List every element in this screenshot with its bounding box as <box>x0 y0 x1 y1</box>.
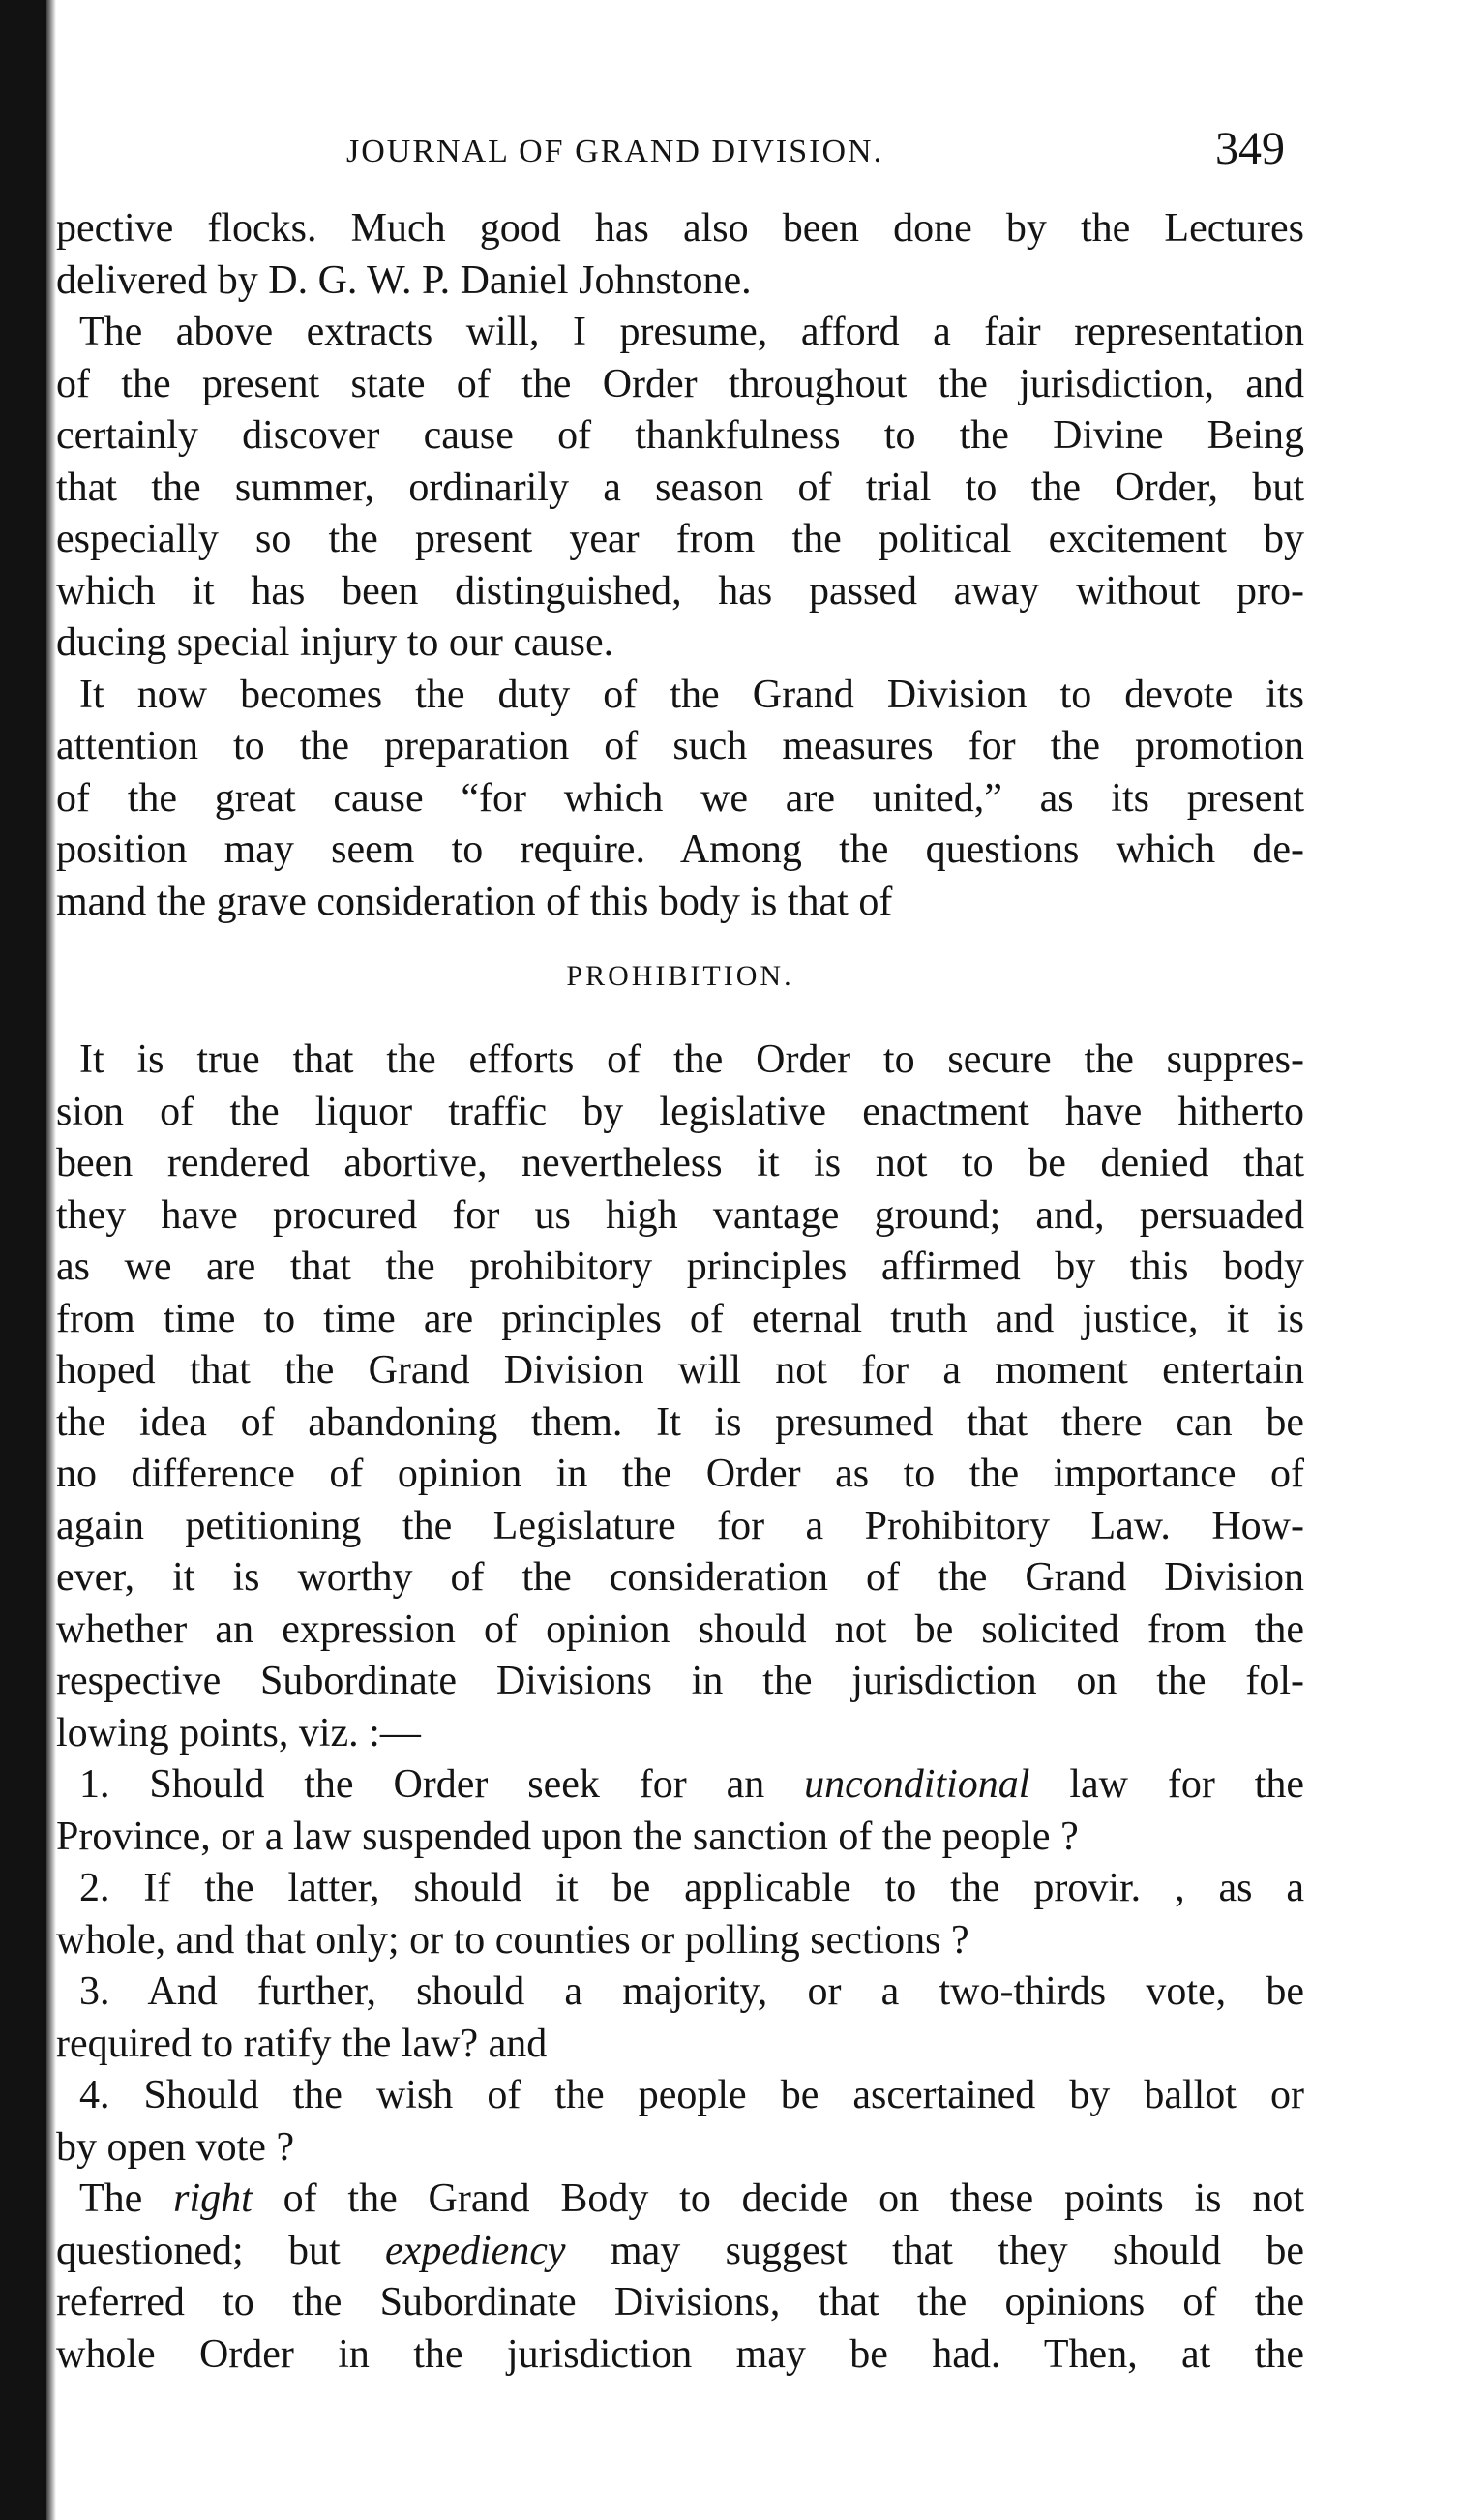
section-heading: PROHIBITION. <box>566 960 794 992</box>
text-line: 2. If the latter, should it be applicable to the provir. , as a <box>79 1866 1304 1910</box>
text-line: of the present state of the Order throughout the jurisdiction, and <box>56 361 1304 406</box>
text-line: It now becomes the duty of the Grand Division to devote its <box>79 672 1304 717</box>
text-line: hoped that the Grand Division will not for a moment entertain <box>56 1348 1304 1393</box>
text-line: again petitioning the Legislature for a Prohibitory Law. How- <box>56 1503 1304 1548</box>
text-line: as we are that the prohibitory principles affirmed by this body <box>56 1245 1304 1289</box>
text-line: they have procured for us high vantage ground; and, persuaded <box>56 1192 1304 1238</box>
text-line: 3. And further, should a majority, or a two-thirds vote, be <box>79 1969 1304 2014</box>
text-line: referred to the Subordinate Divisions, that the opinions of the <box>56 2280 1304 2325</box>
text-line: The right of the Grand Body to decide on these points is not <box>79 2176 1304 2221</box>
italic-word: expediency <box>385 2228 566 2273</box>
text-line: position may seem to require. Among the questions which de- <box>56 827 1304 872</box>
paragraphs-before-heading <box>56 203 1304 928</box>
text-line: The above extracts will, I presume, afford a fair representation <box>79 310 1304 354</box>
text-line: mand the grave consideration of this body is that of <box>56 879 893 924</box>
text-line: from time to time are principles of eternal truth and justice, it is <box>56 1296 1304 1341</box>
text-line: Province, or a law suspended upon the sanction of the people ? <box>56 1814 1079 1859</box>
running-head <box>56 114 1304 192</box>
page-number: 349 <box>1215 123 1285 174</box>
text-line: that the summer, ordinarily a season of trial to the Order, but <box>56 465 1304 510</box>
italic-word: right <box>173 2176 253 2221</box>
running-title: JOURNAL OF GRAND DIVISION. <box>346 134 884 169</box>
text-line: whole Order in the jurisdiction may be had. Then, at the <box>56 2331 1304 2377</box>
text-line: no difference of opinion in the Order as to the importance of <box>56 1452 1304 1496</box>
text-line: whether an expression of opinion should not be solicited from the <box>56 1606 1304 1652</box>
text-line: lowing points, viz. :— <box>56 1710 421 1755</box>
text-line: ever, it is worthy of the consideration of the Grand Division <box>56 1555 1304 1600</box>
text-line: the idea of abandoning them. It is presumed that there can be <box>56 1399 1304 1445</box>
text-line: which it has been distinguished, has passed away without pro- <box>56 568 1304 614</box>
text-line: by open vote ? <box>56 2124 295 2170</box>
text-line: pective flocks. Much good has also been done by the Lectures <box>56 206 1304 251</box>
text-line: attention to the preparation of such measures for the promotion <box>56 724 1304 768</box>
text-line: questioned; but expediency may suggest that they should be <box>56 2228 1304 2273</box>
text-line: 4. Should the wish of the people be ascertained by ballot or <box>79 2073 1304 2117</box>
text-line: respective Subordinate Divisions in the jurisdiction on the fol- <box>56 1659 1304 1703</box>
paragraphs-after-heading <box>56 1035 1304 2381</box>
italic-word: unconditional <box>804 1762 1030 1807</box>
text-line: been rendered abortive, nevertheless it is not to be denied that <box>56 1141 1304 1185</box>
text-line: sion of the liquor traffic by legislative enactment have hitherto <box>56 1089 1304 1134</box>
book-binding-shadow <box>0 0 46 2520</box>
text-line: ducing special injury to our cause. <box>56 620 614 665</box>
book-binding-edge <box>46 0 56 2520</box>
text-line: especially so the present year from the political excitement by <box>56 517 1304 561</box>
text-line: whole, and that only; or to counties or polling sections ? <box>56 1917 969 1963</box>
text-line: certainly discover cause of thankfulness to the Divine Being <box>56 413 1304 458</box>
text-line: delivered by D. G. W. P. Daniel Johnstone. <box>56 257 752 303</box>
book-page <box>56 114 1304 2381</box>
text-line: of the great cause “for which we are united,” as its present <box>56 775 1304 821</box>
text-line: It is true that the efforts of the Order to secure the suppres- <box>79 1037 1304 1082</box>
text-line: 1. Should the Order seek for an unconditional law for the <box>79 1762 1304 1807</box>
text-line: required to ratify the law? and <box>56 2021 548 2066</box>
